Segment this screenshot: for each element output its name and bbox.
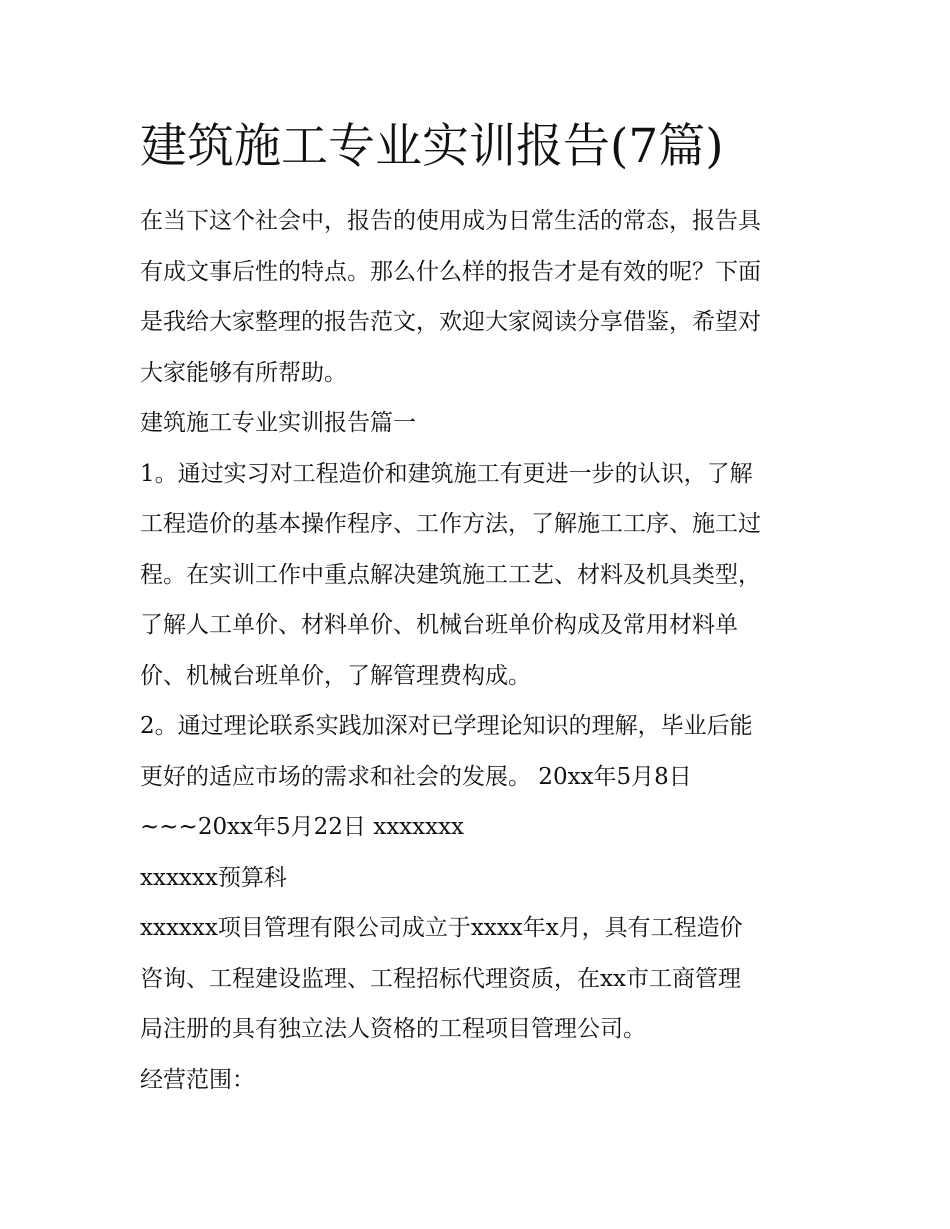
text-line: 经营范围：	[140, 1066, 255, 1093]
text-line: 了解人工单价、材料单价、机械台班单价构成及常用材料单	[140, 612, 738, 638]
text-line: xxxxxx项目管理有限公司成立于xxxx年x月，具有工程造价	[140, 915, 743, 941]
numbered-paragraph-1	[140, 449, 820, 702]
text-line: 2。通过理论联系实践加深对已学理论知识的理解，毕业后能	[140, 713, 753, 739]
section-heading	[140, 398, 820, 449]
date-range-paragraph	[140, 802, 820, 853]
text-line: 大家能够有所帮助。	[140, 359, 347, 386]
text-line: 1。通过实习对工程造价和建筑施工有更进一步的认识，了解	[140, 460, 753, 487]
text-line: 建筑施工专业实训报告篇一	[140, 410, 416, 436]
document-body	[140, 196, 820, 1105]
text-line: xxxxxx预算科	[140, 864, 287, 891]
text-line: 更好的适应市场的需求和社会的发展。 20xx年5月8日	[140, 763, 692, 790]
text-line: 价、机械台班单价，了解管理费构成。	[140, 662, 531, 689]
text-line: 局注册的具有独立法人资格的工程项目管理公司。	[140, 1016, 646, 1042]
text-line: 程。在实训工作中重点解决建筑施工工艺、材料及机具类型，	[140, 561, 761, 588]
business-scope-heading	[140, 1055, 820, 1106]
intro-paragraph	[140, 196, 820, 398]
text-line: 是我给大家整理的报告范文，欢迎大家阅读分享借鉴，希望对	[140, 309, 761, 335]
numbered-paragraph-2	[140, 701, 820, 802]
department-paragraph	[140, 853, 820, 904]
document-title: 建筑施工专业实训报告(7篇)	[140, 119, 724, 174]
text-line: 有成文事后性的特点。那么什么样的报告才是有效的呢？下面	[140, 258, 761, 285]
company-paragraph	[140, 903, 820, 1055]
text-line: 在当下这个社会中，报告的使用成为日常生活的常态，报告具	[140, 208, 761, 234]
text-line: 工程造价的基本操作程序、工作方法，了解施工工序、施工过	[140, 511, 761, 537]
text-line: ~~~20xx年5月22日 xxxxxxx	[140, 814, 465, 840]
text-line: 咨询、工程建设监理、工程招标代理资质，在xx市工商管理	[140, 965, 741, 992]
